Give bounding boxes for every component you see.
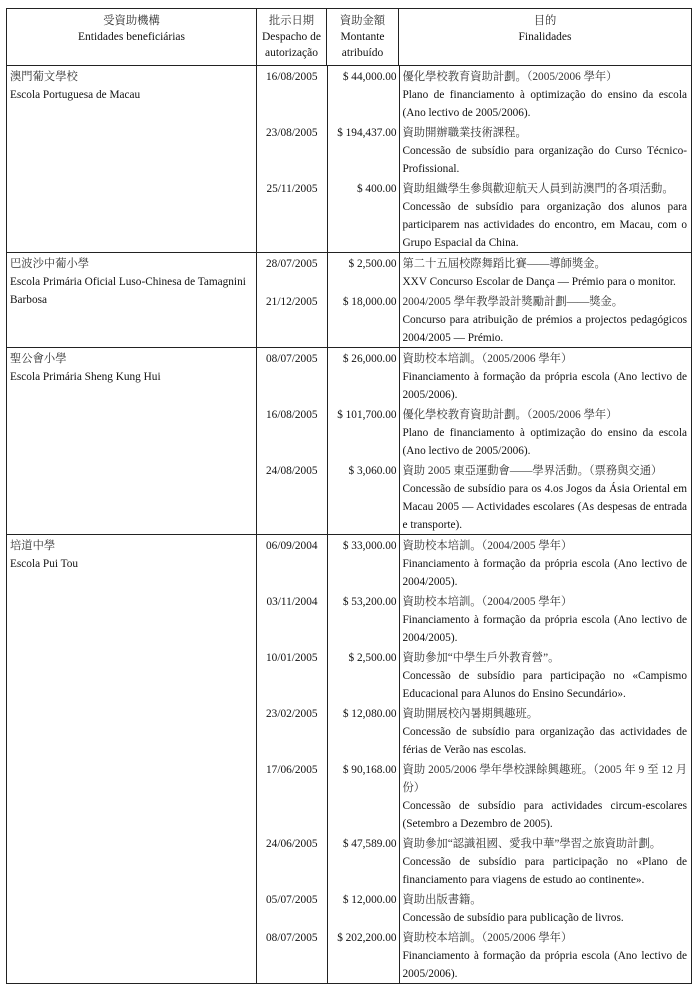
entity-name-pt: Escola Primária Oficial Luso-Chinesa de Tamagnini Barbosa xyxy=(10,276,246,306)
grant-purpose-pt: Financiamento à formação da própria escola (Ano lectivo de 2005/2006). xyxy=(402,371,687,401)
grant-purpose-zh: 資助開辦職業技術課程。 xyxy=(402,127,527,139)
grant-purpose-zh: 資助開展校內暑期興趣班。 xyxy=(402,708,539,720)
grant-purpose xyxy=(399,535,691,591)
grant-amount: $ 12,000.00 xyxy=(327,889,399,927)
grant-purpose xyxy=(399,291,691,347)
grant-date: 08/07/2005 xyxy=(266,932,318,944)
grant-row xyxy=(257,253,691,291)
table-body xyxy=(7,66,692,984)
entity-name-zh: 澳門葡文學校 xyxy=(10,71,78,83)
entity-name-pt: Escola Pui Tou xyxy=(10,558,79,570)
grant-purpose-zh: 資助 2005/2006 學年學校課餘興趣班。（2005 年 9 至 12 月份） xyxy=(402,764,687,794)
grant-amount: $ 2,500.00 xyxy=(327,647,399,703)
grant-amount: $ 47,589.00 xyxy=(327,833,399,889)
grant-row xyxy=(257,348,691,404)
grant-row xyxy=(257,178,691,252)
entity-name-cell xyxy=(7,66,257,253)
grant-date: 08/07/2005 xyxy=(266,353,318,365)
grant-purpose-zh: 資助組織學生參與歡迎航天人員到訪澳門的各項活動。 xyxy=(402,183,674,195)
entity-name-cell xyxy=(7,348,257,535)
grant-purpose xyxy=(399,647,691,703)
grant-purpose-pt: Financiamento à formação da própria escola (Ano lectivo de 2004/2005). xyxy=(402,558,687,588)
grant-amount: $ 53,200.00 xyxy=(327,591,399,647)
grant-purpose-zh: 資助校本培訓。（2005/2006 學年） xyxy=(402,353,573,365)
grant-purpose-pt: Concurso para atribuição de prémios a projectos pedagógicos 2004/2005 — Prémio. xyxy=(402,314,687,344)
grant-row xyxy=(257,889,691,927)
grant-purpose-pt: Concessão de subsídio para organização das actividades de férias de Verão nas escolas. xyxy=(402,726,687,756)
grant-date: 23/02/2005 xyxy=(266,708,318,720)
grant-row xyxy=(257,703,691,759)
grant-date: 16/08/2005 xyxy=(266,409,318,421)
document-page xyxy=(6,8,691,1000)
grant-amount: $ 44,000.00 xyxy=(327,66,399,122)
grant-purpose xyxy=(399,703,691,759)
grant-row xyxy=(257,404,691,460)
grant-date: 23/08/2005 xyxy=(266,127,318,139)
grant-date: 21/12/2005 xyxy=(266,296,318,308)
grant-purpose-pt: Financiamento à formação da própria escola (Ano lectivo de 2004/2005). xyxy=(402,614,687,644)
grant-amount: $ 2,500.00 xyxy=(327,253,399,291)
grant-purpose-zh: 資助校本培訓。（2004/2005 學年） xyxy=(402,596,573,608)
grant-date: 05/07/2005 xyxy=(266,894,318,906)
entity-name-cell xyxy=(7,535,257,984)
grant-row xyxy=(257,66,691,122)
entity-name-pt: Escola Primária Sheng Kung Hui xyxy=(10,371,161,383)
grant-purpose xyxy=(399,759,691,833)
grant-purpose-zh: 資助參加“中學生戶外教育營”。 xyxy=(402,652,560,664)
grants-subtable xyxy=(257,535,691,983)
grant-row xyxy=(257,535,691,591)
grant-date: 06/09/2004 xyxy=(266,540,318,552)
grant-purpose-pt: Plano de financiamento à optimização do ensino da escola (Ano lectivo de 2005/2006). xyxy=(402,89,687,119)
entity-row xyxy=(7,66,692,253)
grant-purpose-pt: Concessão de subsídio para organização dos alunos para participarem nas actividades do encontro, em Macau, com o Grupo Espacial da China. xyxy=(402,201,687,249)
grant-purpose xyxy=(399,927,691,983)
grant-purpose-zh: 資助參加“認識祖國、愛我中華”學習之旅資助計劃。 xyxy=(402,838,662,850)
grant-purpose-pt: Concessão de subsídio para organização do Curso Técnico-Profissional. xyxy=(402,145,687,175)
grant-row xyxy=(257,927,691,983)
grant-row xyxy=(257,122,691,178)
grant-amount: $ 101,700.00 xyxy=(327,404,399,460)
grant-row xyxy=(257,833,691,889)
grant-purpose xyxy=(399,66,691,122)
header-entidades: 受資助機構 Entidades beneficiárias xyxy=(7,9,257,66)
grant-purpose-pt: Concessão de subsídio para participação no «Campismo Educacional para Alunos do Ensino Secundário». xyxy=(402,670,687,700)
entity-grants-cell xyxy=(257,253,692,348)
grant-row xyxy=(257,460,691,534)
grant-purpose-zh: 第二十五屆校際舞蹈比賽——導師獎金。 xyxy=(402,258,606,270)
entity-row xyxy=(7,535,692,984)
grant-purpose xyxy=(399,348,691,404)
grant-date: 17/06/2005 xyxy=(266,764,318,776)
grant-amount: $ 194,437.00 xyxy=(327,122,399,178)
subsidy-table xyxy=(6,8,692,984)
entity-row xyxy=(7,348,692,535)
grant-purpose xyxy=(399,178,691,252)
grant-row xyxy=(257,291,691,347)
grant-purpose xyxy=(399,253,691,291)
grant-purpose xyxy=(399,460,691,534)
grant-amount: $ 18,000.00 xyxy=(327,291,399,347)
entity-name-cell xyxy=(7,253,257,348)
grant-purpose-zh: 資助校本培訓。（2004/2005 學年） xyxy=(402,540,573,552)
grant-purpose-zh: 資助 2005 東亞運動會——學界活動。（票務與交通） xyxy=(402,465,663,477)
grant-purpose-pt: Concessão de subsídio para actividades circum-escolares (Setembro a Dezembro de 2005). xyxy=(402,800,687,830)
grant-purpose-pt: Concessão de subsídio para publicação de livros. xyxy=(402,912,624,924)
grant-purpose-pt: Concessão de subsídio para participação no «Plano de financiamento para viagens de estudo ao continente». xyxy=(402,856,687,886)
grant-amount: $ 3,060.00 xyxy=(327,460,399,534)
grant-row xyxy=(257,591,691,647)
grant-purpose-zh: 資助校本培訓。（2005/2006 學年） xyxy=(402,932,573,944)
header-montante: 資助金額 Montante atribuído xyxy=(327,9,399,66)
grant-row xyxy=(257,647,691,703)
grant-purpose-zh: 優化學校教育資助計劃。（2005/2006 學年） xyxy=(402,409,618,421)
grant-amount: $ 400.00 xyxy=(327,178,399,252)
grant-purpose-zh: 資助出版書籍。 xyxy=(402,894,482,906)
grant-purpose-zh: 優化學校教育資助計劃。（2005/2006 學年） xyxy=(402,71,618,83)
grant-date: 16/08/2005 xyxy=(266,71,318,83)
grant-purpose-pt: Financiamento à formação da própria escola (Ano lectivo de 2005/2006). xyxy=(402,950,687,980)
entity-name-zh: 聖公會小學 xyxy=(10,353,67,365)
grant-date: 25/11/2005 xyxy=(266,183,318,195)
grant-date: 28/07/2005 xyxy=(266,258,318,270)
grant-amount: $ 90,168.00 xyxy=(327,759,399,833)
grant-purpose-pt: Plano de financiamento à optimização do ensino da escola (Ano lectivo de 2005/2006). xyxy=(402,427,687,457)
grant-purpose-zh: 2004/2005 學年教學設計獎勵計劃——獎金。 xyxy=(402,296,624,308)
grants-subtable xyxy=(257,253,691,347)
grant-date: 03/11/2004 xyxy=(266,596,318,608)
grant-purpose xyxy=(399,404,691,460)
entity-name-zh: 巴波沙中葡小學 xyxy=(10,258,90,270)
grant-row xyxy=(257,759,691,833)
entity-name-zh: 培道中學 xyxy=(10,540,56,552)
grant-purpose xyxy=(399,833,691,889)
entity-row xyxy=(7,253,692,348)
entity-grants-cell xyxy=(257,66,692,253)
entity-grants-cell xyxy=(257,535,692,984)
grant-purpose-pt: XXV Concurso Escolar de Dança — Prémio para o monitor. xyxy=(402,276,676,288)
grants-subtable xyxy=(257,66,691,252)
grants-subtable xyxy=(257,348,691,534)
grant-amount: $ 202,200.00 xyxy=(327,927,399,983)
grant-date: 10/01/2005 xyxy=(266,652,318,664)
entity-name-pt: Escola Portuguesa de Macau xyxy=(10,89,141,101)
grant-amount: $ 33,000.00 xyxy=(327,535,399,591)
grant-purpose xyxy=(399,889,691,927)
grant-amount: $ 12,080.00 xyxy=(327,703,399,759)
table-header-row xyxy=(7,9,692,66)
grant-purpose-pt: Concessão de subsídio para os 4.os Jogos da Ásia Oriental em Macau 2005 — Actividades escolares (As despesas de entrada e transporte). xyxy=(402,483,687,531)
grant-purpose xyxy=(399,122,691,178)
grant-date: 24/08/2005 xyxy=(266,465,318,477)
header-despacho: 批示日期 Despacho de autorização xyxy=(257,9,327,66)
header-finalidades: 目的 Finalidades xyxy=(399,9,692,66)
entity-grants-cell xyxy=(257,348,692,535)
grant-date: 24/06/2005 xyxy=(266,838,318,850)
grant-purpose xyxy=(399,591,691,647)
grant-amount: $ 26,000.00 xyxy=(327,348,399,404)
